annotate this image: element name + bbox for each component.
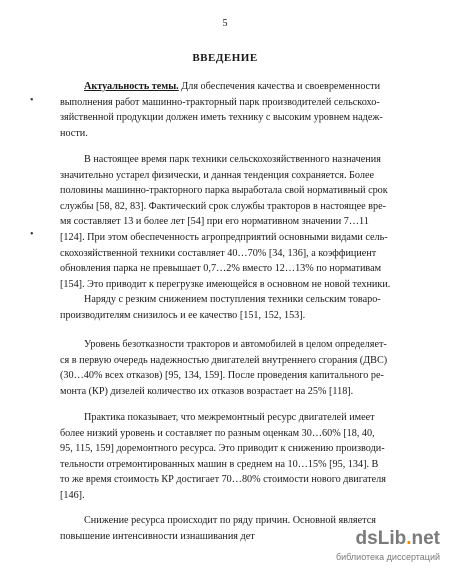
dslib-watermark[interactable] (302, 528, 440, 568)
paragraph-line: значительно устарел физически, и данная тенденция сохраняется. Более (60, 169, 374, 181)
dslib-subtitle: библиотека диссертаций (335, 552, 440, 562)
dslib-logo: dsLib.net (355, 528, 440, 549)
margin-mark: • (30, 95, 34, 106)
paragraph-line: тельности отремонтированных машин в среднем на 10…15% [95, 134]. В (60, 458, 379, 470)
paragraph-line: монта (КР) дизелей количество их отказов возрастает на 25% [118]. (60, 385, 354, 397)
paragraph-practice (60, 410, 396, 504)
paragraph-line: службы [58, 82, 83]. Фактический срок службы тракторов в настоящее вре- (60, 200, 387, 212)
paragraph-line: Практика показывает, что межремонтный ресурс двигателей имеет (84, 412, 375, 423)
paragraph-line: производителям снизилось и ее качество [151, 152, 153]. (60, 309, 306, 321)
section-heading: ВВЕДЕНИЕ (192, 52, 258, 64)
paragraph-line: более низкий уровень и составляет по разным оценкам 30…60% [18, 40, (60, 427, 375, 439)
relevance-keyword: Актуальность темы. (84, 81, 179, 92)
paragraph-line: [154]. Это приводит к перегрузке имеющейся в основном не новой техники. (60, 278, 391, 290)
paragraph-line: [124]. При этом обеспеченность агропредприятий основными видами сель- (60, 231, 388, 243)
paragraph-fleet-state (60, 152, 396, 324)
paragraph-line: выполнения работ машинно-тракторный парк производителей сельскохо- (60, 96, 380, 108)
paragraph-line: Снижение ресурса происходит по ряду причин. Основной является (84, 515, 376, 526)
paragraph-line: Наряду с резким снижением поступления техники сельским товаро- (84, 294, 381, 306)
paragraph-line: обновления парка не превышает 0,7…2% вместо 12…13% по нормативам (60, 263, 382, 275)
paragraph-line: [146]. (60, 489, 85, 501)
paragraph-line: повышение интенсивности изнашивания дет (60, 530, 255, 542)
margin-mark: • (30, 229, 34, 240)
paragraph-relevance (60, 79, 396, 141)
paragraph-line: то же время стоимость КР достигает 70…80% стоимости нового двигателя (60, 474, 386, 486)
page-number: 5 (222, 18, 228, 29)
paragraph-line: ся в первую очередь надежностью двигателей внутреннего сгорания (ДВС) (60, 354, 388, 366)
paragraph-line: Уровень безотказности тракторов и автомобилей в целом определяет- (84, 339, 387, 350)
paragraph-line: мя составляет 13 и более лет [54] при его нормативном значении 7…11 (60, 216, 369, 228)
paragraph-line: ности. (60, 127, 88, 139)
paragraph-line: Актуальность темы. Для обеспечения качества и своевременности (84, 81, 381, 92)
paragraph-line: половины машинно-тракторного парка выработала свой нормативный срок (60, 185, 388, 197)
paragraph-line: скохозяйственной техники составляет 40…70% [34, 136], а коэффициент (60, 247, 377, 259)
paragraph-line: В настоящее время парк техники сельскохозяйственного назначения (84, 154, 381, 165)
paragraph-line: зяйственной продукции должен иметь технику с высоким уровнем надеж- (60, 112, 383, 124)
paragraph-line: (30…40% всех отказов) [95, 134, 159]. После проведения капитального ре- (60, 370, 384, 382)
paragraph-line: 95, 115, 159] доремонтного ресурса. Это приводит к снижению производи- (60, 443, 385, 455)
paragraph-reliability (60, 337, 396, 399)
